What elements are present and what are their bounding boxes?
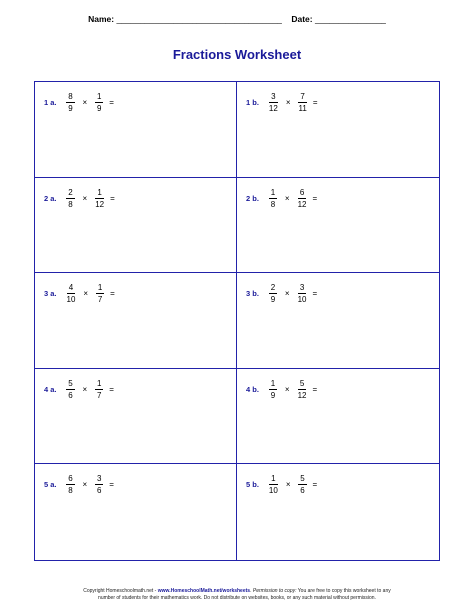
numerator: 3 bbox=[299, 283, 305, 293]
times-sign: × bbox=[285, 480, 291, 490]
denominator: 9 bbox=[96, 104, 102, 113]
denominator: 12 bbox=[297, 199, 307, 209]
problem-label: 5 a. bbox=[44, 480, 57, 490]
denominator: 8 bbox=[270, 199, 276, 209]
problem bbox=[246, 378, 317, 401]
footer-line-2: number of students for their mathematics work. Do not distribute on websites, books, or any such material without permission. bbox=[98, 595, 376, 601]
fraction-2 bbox=[93, 473, 105, 496]
footer-permission-label: Permission to copy: bbox=[252, 588, 297, 594]
problem-cell bbox=[237, 273, 439, 369]
name-label: Name: bbox=[88, 14, 115, 24]
numerator: 2 bbox=[68, 187, 73, 197]
numerator: 4 bbox=[68, 283, 74, 293]
problem-cell bbox=[35, 273, 237, 369]
problem-cell bbox=[35, 464, 237, 560]
denominator: 6 bbox=[96, 486, 102, 496]
problem-label: 4 a. bbox=[44, 384, 57, 394]
equals-sign: = bbox=[312, 193, 318, 203]
numerator: 3 bbox=[271, 92, 276, 101]
problem bbox=[246, 187, 317, 210]
equals-sign: = bbox=[312, 98, 318, 107]
denominator: 10 bbox=[297, 295, 307, 305]
fraction-1 bbox=[267, 282, 279, 305]
fraction-1 bbox=[267, 91, 280, 114]
equals-sign: = bbox=[312, 480, 318, 490]
problem bbox=[246, 473, 317, 496]
numerator: 1 bbox=[271, 474, 276, 484]
problem-grid bbox=[34, 81, 440, 561]
fraction-2 bbox=[296, 282, 309, 305]
numerator: 7 bbox=[300, 92, 305, 101]
problem-label: 3 b. bbox=[246, 289, 259, 299]
problem bbox=[44, 91, 114, 114]
times-sign: × bbox=[285, 98, 291, 107]
problem-label: 2 b. bbox=[246, 193, 259, 203]
denominator: 8 bbox=[68, 199, 73, 209]
problem bbox=[44, 473, 114, 496]
denominator: 6 bbox=[300, 486, 305, 496]
fraction-1 bbox=[65, 187, 77, 210]
problem-cell bbox=[237, 82, 439, 178]
problem bbox=[246, 282, 317, 305]
times-sign: × bbox=[82, 384, 88, 394]
problem bbox=[246, 91, 317, 114]
problem-label: 1 a. bbox=[44, 98, 57, 107]
numerator: 1 bbox=[270, 378, 276, 388]
equals-sign: = bbox=[110, 193, 115, 203]
denominator: 12 bbox=[95, 199, 105, 209]
numerator: 6 bbox=[68, 474, 73, 484]
numerator: 8 bbox=[68, 92, 73, 101]
denominator: 7 bbox=[97, 295, 103, 305]
numerator: 3 bbox=[96, 474, 102, 484]
times-sign: × bbox=[284, 289, 290, 299]
times-sign: × bbox=[83, 289, 89, 299]
equals-sign: = bbox=[312, 289, 318, 299]
problem-cell bbox=[35, 82, 237, 178]
problem-label: 3 a. bbox=[44, 289, 57, 299]
times-sign: × bbox=[82, 193, 88, 203]
numerator: 1 bbox=[97, 187, 102, 197]
times-sign: × bbox=[284, 193, 290, 203]
denominator: 12 bbox=[268, 104, 278, 113]
numerator: 1 bbox=[97, 283, 103, 293]
problem-cell bbox=[35, 369, 237, 465]
problem bbox=[44, 187, 115, 210]
times-sign: × bbox=[82, 480, 88, 490]
footer-period: . bbox=[250, 588, 253, 594]
date-blank: _______________ bbox=[315, 14, 386, 24]
numerator: 5 bbox=[299, 378, 305, 388]
numerator: 2 bbox=[270, 283, 276, 293]
denominator: 6 bbox=[68, 390, 73, 400]
equals-sign: = bbox=[109, 98, 114, 107]
problem-label: 1 b. bbox=[246, 98, 259, 107]
problem bbox=[44, 378, 114, 401]
problem-cell bbox=[237, 178, 439, 274]
numerator: 1 bbox=[96, 92, 102, 101]
denominator: 9 bbox=[270, 390, 276, 400]
numerator: 6 bbox=[299, 187, 305, 197]
date-label: Date: bbox=[291, 14, 313, 24]
name-blank: ___________________________________ bbox=[116, 14, 282, 24]
fraction-1 bbox=[65, 91, 77, 114]
fraction-1 bbox=[65, 282, 78, 305]
numerator: 1 bbox=[270, 187, 276, 197]
times-sign: × bbox=[284, 384, 290, 394]
problem-cell bbox=[237, 369, 439, 465]
problem-label: 5 b. bbox=[246, 480, 259, 490]
problem-label: 4 b. bbox=[246, 384, 259, 394]
problem bbox=[44, 282, 115, 305]
problem-cell bbox=[237, 464, 439, 560]
equals-sign: = bbox=[312, 384, 318, 394]
footer-line-1 bbox=[0, 588, 474, 595]
fraction-2 bbox=[297, 91, 309, 114]
denominator: 10 bbox=[66, 295, 76, 305]
denominator: 11 bbox=[298, 104, 307, 113]
footer-permission-text: You are free to copy this worksheet to any bbox=[296, 588, 391, 594]
fraction-2 bbox=[93, 91, 105, 114]
footer-link[interactable]: www.HomeschoolMath.net/worksheets bbox=[157, 588, 251, 594]
fraction-1 bbox=[65, 378, 77, 401]
worksheet-title: Fractions Worksheet bbox=[172, 47, 302, 62]
denominator: 10 bbox=[268, 486, 278, 496]
problem-cell bbox=[35, 178, 237, 274]
equals-sign: = bbox=[109, 384, 114, 394]
fraction-2 bbox=[93, 378, 105, 401]
fraction-1 bbox=[267, 378, 279, 401]
equals-sign: = bbox=[110, 289, 115, 299]
name-date-line bbox=[0, 14, 474, 24]
equals-sign: = bbox=[109, 480, 114, 490]
fraction-2 bbox=[93, 187, 106, 210]
fraction-2 bbox=[297, 473, 309, 496]
denominator: 12 bbox=[297, 390, 307, 400]
fraction-1 bbox=[267, 473, 280, 496]
numerator: 5 bbox=[300, 474, 305, 484]
fraction-2 bbox=[296, 378, 309, 401]
footer-copyright: Copyright Homeschoolmath.net - bbox=[83, 588, 158, 594]
numerator: 1 bbox=[96, 378, 102, 388]
denominator: 9 bbox=[270, 295, 276, 305]
denominator: 8 bbox=[68, 486, 73, 496]
fraction-2 bbox=[94, 282, 106, 305]
fraction-2 bbox=[296, 187, 309, 210]
fraction-1 bbox=[267, 187, 279, 210]
denominator: 7 bbox=[96, 390, 102, 400]
problem-label: 2 a. bbox=[44, 193, 57, 203]
footer bbox=[0, 588, 474, 602]
numerator: 5 bbox=[68, 378, 73, 388]
times-sign: × bbox=[82, 98, 88, 107]
denominator: 9 bbox=[68, 104, 73, 113]
fraction-1 bbox=[65, 473, 77, 496]
